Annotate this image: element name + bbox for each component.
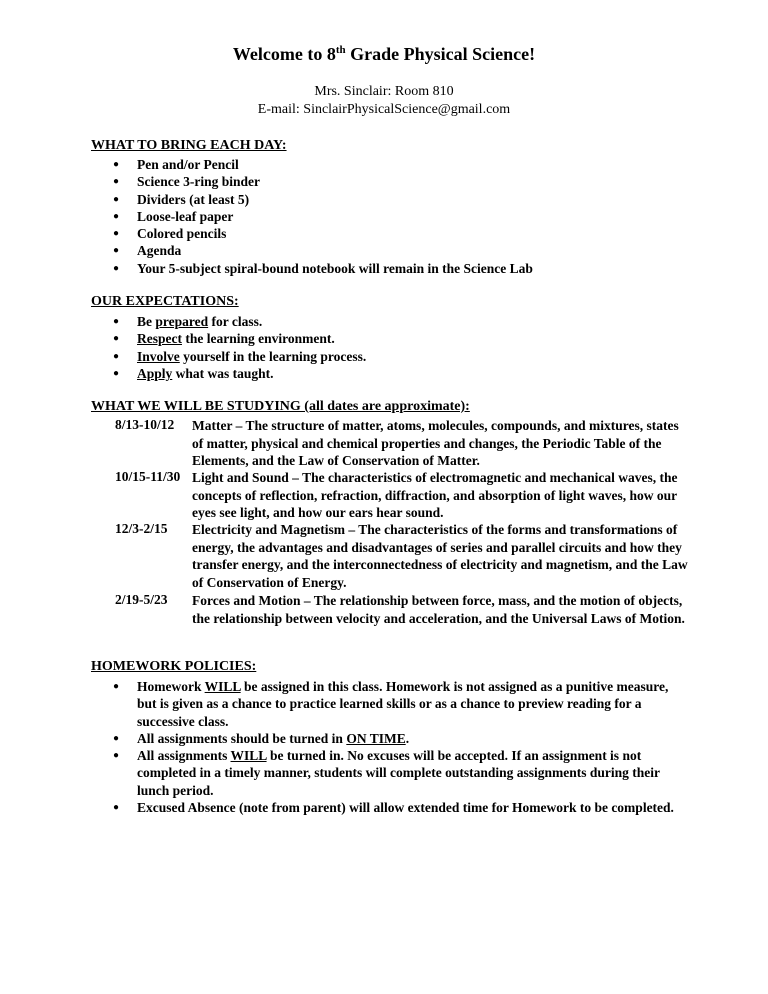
list-item: ● Dividers (at least 5) bbox=[91, 191, 691, 208]
list-item: ● Pen and/or Pencil bbox=[91, 156, 691, 173]
title-text-end: Grade Physical Science! bbox=[345, 44, 536, 64]
expectation-keyword: Apply bbox=[137, 365, 173, 381]
unit-dates: 2/19-5/23 bbox=[115, 592, 168, 607]
list-item: ● Excused Absence (note from parent) will allow extended time for Homework to be completed. bbox=[91, 799, 681, 816]
studying-heading: WHAT WE WILL BE STUDYING (all dates are approximate): bbox=[91, 399, 470, 414]
unit-dates: 8/13-10/12 bbox=[115, 417, 175, 432]
list-item: ● Loose-leaf paper bbox=[91, 208, 691, 225]
page-title bbox=[0, 44, 768, 65]
homework-list bbox=[91, 678, 681, 816]
list-item: ● Science 3-ring binder bbox=[91, 173, 691, 190]
expectation-keyword: Respect bbox=[137, 331, 182, 347]
list-item: ● Your 5-subject spiral-bound notebook will remain in the Science Lab bbox=[91, 260, 691, 277]
unit-description: Forces and Motion – The relationship between force, mass, and the motion of objects, the relationship between velocity and acceleration, and the Universal Laws of Motion. bbox=[192, 593, 685, 626]
unit-description: Electricity and Magnetism – The characteristics of the forms and transformations of energy, the advantages and disadvantages of series and parallel circuits and how they transfer energy, and the interconnectedness of electricity and magnetism, and the Law of Conservation of Energy. bbox=[192, 522, 688, 590]
list-item: ● Involve yourself in the learning process. bbox=[91, 348, 691, 365]
list-item: ● Colored pencils bbox=[91, 225, 691, 242]
expectation-keyword: Involve bbox=[137, 348, 180, 364]
bring-list bbox=[91, 156, 691, 277]
expectations-list bbox=[91, 313, 691, 382]
teacher-email: E-mail: SinclairPhysicalScience@gmail.com bbox=[257, 102, 511, 117]
title-text: Welcome to 8 bbox=[232, 44, 336, 64]
homework-heading: HOMEWORK POLICIES: bbox=[91, 659, 257, 674]
unit-description: Matter – The structure of matter, atoms, molecules, compounds, and mixtures, states of matter, physical and chemical properties and changes, the Periodic Table of the Elements, and the Law of Conservation of Matter. bbox=[192, 418, 679, 469]
list-item: ● Be prepared for class. bbox=[91, 313, 691, 330]
title-superscript: th bbox=[335, 44, 346, 56]
unit-dates: 10/15-11/30 bbox=[115, 469, 181, 484]
list-item: ● All assignments should be turned in ON TIME. bbox=[91, 730, 681, 747]
expectations-heading: OUR EXPECTATIONS: bbox=[91, 294, 239, 309]
policy-keyword: WILL bbox=[230, 748, 267, 764]
teacher-room: Mrs. Sinclair: Room 810 bbox=[314, 84, 454, 99]
unit-description: Light and Sound – The characteristics of electromagnetic and mechanical waves, the concepts of reflection, refraction, diffraction, and absorption of light waves, how our eyes see light, and how our ears hear sound. bbox=[192, 470, 678, 521]
policy-keyword: WILL bbox=[204, 679, 241, 694]
bring-heading: WHAT TO BRING EACH DAY: bbox=[91, 138, 287, 153]
list-item: ● Agenda bbox=[91, 242, 691, 259]
list-item: ● All assignments WILL be turned in. No excuses will be accepted. If an assignment is not completed in a timely manner, students will complete outstanding assignments during their lunch period. bbox=[91, 747, 681, 799]
list-item: ● Apply what was taught. bbox=[91, 365, 691, 382]
unit-dates: 12/3-2/15 bbox=[115, 521, 168, 536]
policy-keyword: ON TIME bbox=[346, 730, 406, 746]
expectation-keyword: prepared bbox=[155, 314, 209, 329]
list-item: ● Homework WILL be assigned in this class. Homework is not assigned as a punitive measure, but is given as a chance to practice learned skills or as a chance to preview reading for a successive class. bbox=[91, 678, 681, 730]
list-item: ● Respect the learning environment. bbox=[91, 330, 691, 347]
